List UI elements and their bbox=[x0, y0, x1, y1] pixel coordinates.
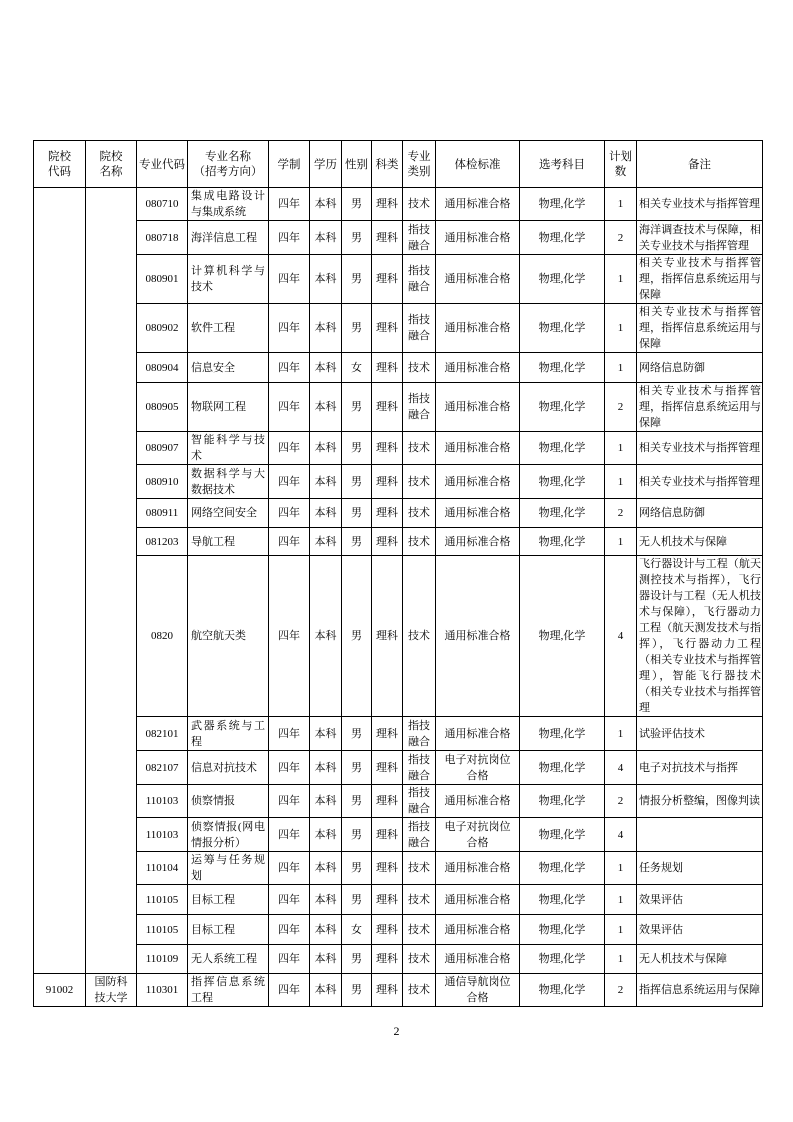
remarks-cell: 电子对抗技术与指挥 bbox=[637, 751, 763, 785]
physical-standard-cell: 通用标准合格 bbox=[436, 556, 520, 717]
remarks-cell: 海洋调查技术与保障，相关专业技术与指挥管理 bbox=[637, 221, 763, 255]
major-code-cell: 0820 bbox=[137, 556, 188, 717]
duration-cell: 四年 bbox=[269, 751, 310, 785]
duration-cell: 四年 bbox=[269, 818, 310, 852]
plan-count-cell: 1 bbox=[605, 945, 637, 974]
physical-standard-cell: 通用标准合格 bbox=[436, 353, 520, 383]
elective-subjects-cell: 物理,化学 bbox=[520, 499, 605, 528]
header-elective-subjects: 选考科目 bbox=[520, 141, 605, 188]
elective-subjects-cell: 物理,化学 bbox=[520, 785, 605, 818]
table-body bbox=[34, 188, 763, 1007]
gender-cell: 男 bbox=[342, 383, 372, 432]
duration-cell: 四年 bbox=[269, 255, 310, 304]
physical-standard-cell: 通用标准合格 bbox=[436, 188, 520, 221]
elective-subjects-cell: 物理,化学 bbox=[520, 556, 605, 717]
physical-standard-cell: 通用标准合格 bbox=[436, 432, 520, 465]
header-physical-standard: 体检标准 bbox=[436, 141, 520, 188]
gender-cell: 男 bbox=[342, 852, 372, 885]
subject-type-cell: 理科 bbox=[372, 499, 403, 528]
degree-cell: 本科 bbox=[310, 465, 342, 499]
admissions-plan-table bbox=[33, 140, 763, 1007]
table-row bbox=[34, 974, 763, 1007]
remarks-cell: 飞行器设计与工程（航天测控技术与指挥），飞行器设计与工程（无人机技术与保障），飞行器动力工程（航天测发技术与指挥），飞行器动力工程（相关专业技术与指挥管理），智能飞行器技术（相关专业技术与指挥管理 bbox=[637, 556, 763, 717]
remarks-cell: 相关专业技术与指挥管理，指挥信息系统运用与保障 bbox=[637, 304, 763, 353]
major-code-cell: 082107 bbox=[137, 751, 188, 785]
duration-cell: 四年 bbox=[269, 885, 310, 915]
duration-cell: 四年 bbox=[269, 915, 310, 945]
remarks-cell: 试验评估技术 bbox=[637, 717, 763, 751]
major-name-cell: 导航工程 bbox=[188, 528, 269, 556]
major-name-cell: 计算机科学与技术 bbox=[188, 255, 269, 304]
plan-count-cell: 1 bbox=[605, 353, 637, 383]
physical-standard-cell: 通用标准合格 bbox=[436, 255, 520, 304]
subject-type-cell: 理科 bbox=[372, 915, 403, 945]
elective-subjects-cell: 物理,化学 bbox=[520, 304, 605, 353]
elective-subjects-cell: 物理,化学 bbox=[520, 353, 605, 383]
plan-count-cell: 1 bbox=[605, 717, 637, 751]
degree-cell: 本科 bbox=[310, 885, 342, 915]
gender-cell: 男 bbox=[342, 717, 372, 751]
major-name-cell: 目标工程 bbox=[188, 915, 269, 945]
major-code-cell: 081203 bbox=[137, 528, 188, 556]
major-name-cell: 侦察情报(网电情报分析） bbox=[188, 818, 269, 852]
major-code-cell: 080907 bbox=[137, 432, 188, 465]
school-code-cell: 91002 bbox=[34, 974, 86, 1007]
major-name-cell: 网络空间安全 bbox=[188, 499, 269, 528]
table-row bbox=[34, 528, 763, 556]
major-code-cell: 080910 bbox=[137, 465, 188, 499]
subject-type-cell: 理科 bbox=[372, 221, 403, 255]
physical-standard-cell: 通用标准合格 bbox=[436, 915, 520, 945]
remarks-cell: 指挥信息系统运用与保障 bbox=[637, 974, 763, 1007]
remarks-cell: 相关专业技术与指挥管理 bbox=[637, 465, 763, 499]
major-category-cell: 指技融合 bbox=[403, 383, 436, 432]
subject-type-cell: 理科 bbox=[372, 255, 403, 304]
elective-subjects-cell: 物理,化学 bbox=[520, 255, 605, 304]
duration-cell: 四年 bbox=[269, 499, 310, 528]
subject-type-cell: 理科 bbox=[372, 528, 403, 556]
duration-cell: 四年 bbox=[269, 383, 310, 432]
table-row bbox=[34, 717, 763, 751]
gender-cell: 男 bbox=[342, 432, 372, 465]
physical-standard-cell: 通信导航岗位合格 bbox=[436, 974, 520, 1007]
school-name-cell bbox=[86, 188, 137, 974]
degree-cell: 本科 bbox=[310, 221, 342, 255]
major-name-cell: 目标工程 bbox=[188, 885, 269, 915]
duration-cell: 四年 bbox=[269, 852, 310, 885]
major-code-cell: 110103 bbox=[137, 785, 188, 818]
major-category-cell: 技术 bbox=[403, 915, 436, 945]
physical-standard-cell: 通用标准合格 bbox=[436, 945, 520, 974]
gender-cell: 男 bbox=[342, 556, 372, 717]
duration-cell: 四年 bbox=[269, 528, 310, 556]
major-name-cell: 数据科学与大数据技术 bbox=[188, 465, 269, 499]
plan-count-cell: 2 bbox=[605, 499, 637, 528]
table-row bbox=[34, 304, 763, 353]
major-category-cell: 指技融合 bbox=[403, 751, 436, 785]
degree-cell: 本科 bbox=[310, 945, 342, 974]
elective-subjects-cell: 物理,化学 bbox=[520, 852, 605, 885]
degree-cell: 本科 bbox=[310, 432, 342, 465]
major-category-cell: 指技融合 bbox=[403, 818, 436, 852]
plan-count-cell: 1 bbox=[605, 528, 637, 556]
gender-cell: 男 bbox=[342, 974, 372, 1007]
major-category-cell: 技术 bbox=[403, 974, 436, 1007]
elective-subjects-cell: 物理,化学 bbox=[520, 221, 605, 255]
remarks-cell: 相关专业技术与指挥管理，指挥信息系统运用与保障 bbox=[637, 255, 763, 304]
degree-cell: 本科 bbox=[310, 353, 342, 383]
physical-standard-cell: 通用标准合格 bbox=[436, 785, 520, 818]
header-major-name-label: 专业名称 bbox=[205, 149, 251, 163]
header-gender: 性别 bbox=[342, 141, 372, 188]
gender-cell: 男 bbox=[342, 221, 372, 255]
table-row bbox=[34, 785, 763, 818]
major-code-cell: 080901 bbox=[137, 255, 188, 304]
physical-standard-cell: 通用标准合格 bbox=[436, 852, 520, 885]
major-code-cell: 110301 bbox=[137, 974, 188, 1007]
degree-cell: 本科 bbox=[310, 188, 342, 221]
school-name-cell: 国防科技大学 bbox=[86, 974, 137, 1007]
physical-standard-cell: 通用标准合格 bbox=[436, 528, 520, 556]
major-name-cell: 信息安全 bbox=[188, 353, 269, 383]
major-category-cell: 技术 bbox=[403, 465, 436, 499]
physical-standard-cell: 通用标准合格 bbox=[436, 465, 520, 499]
major-name-cell: 智能科学与技术 bbox=[188, 432, 269, 465]
gender-cell: 男 bbox=[342, 304, 372, 353]
subject-type-cell: 理科 bbox=[372, 852, 403, 885]
table-row bbox=[34, 255, 763, 304]
major-name-cell: 运筹与任务规划 bbox=[188, 852, 269, 885]
subject-type-cell: 理科 bbox=[372, 751, 403, 785]
remarks-cell: 效果评估 bbox=[637, 885, 763, 915]
header-duration: 学制 bbox=[269, 141, 310, 188]
table-row bbox=[34, 945, 763, 974]
duration-cell: 四年 bbox=[269, 432, 310, 465]
major-category-cell: 技术 bbox=[403, 432, 436, 465]
elective-subjects-cell: 物理,化学 bbox=[520, 915, 605, 945]
table-row bbox=[34, 852, 763, 885]
gender-cell: 男 bbox=[342, 255, 372, 304]
table-row bbox=[34, 188, 763, 221]
plan-count-cell: 1 bbox=[605, 188, 637, 221]
remarks-cell: 相关专业技术与指挥管理 bbox=[637, 188, 763, 221]
subject-type-cell: 理科 bbox=[372, 465, 403, 499]
major-code-cell: 110105 bbox=[137, 915, 188, 945]
remarks-cell bbox=[637, 818, 763, 852]
physical-standard-cell: 通用标准合格 bbox=[436, 221, 520, 255]
plan-count-cell: 1 bbox=[605, 915, 637, 945]
major-category-cell: 技术 bbox=[403, 556, 436, 717]
major-category-cell: 指技融合 bbox=[403, 785, 436, 818]
elective-subjects-cell: 物理,化学 bbox=[520, 974, 605, 1007]
remarks-cell: 无人机技术与保障 bbox=[637, 945, 763, 974]
duration-cell: 四年 bbox=[269, 465, 310, 499]
major-category-cell: 技术 bbox=[403, 945, 436, 974]
header-school-name: 院校名称 bbox=[86, 141, 137, 188]
header-major-name bbox=[188, 141, 269, 188]
table-row bbox=[34, 353, 763, 383]
plan-count-cell: 1 bbox=[605, 255, 637, 304]
degree-cell: 本科 bbox=[310, 852, 342, 885]
degree-cell: 本科 bbox=[310, 785, 342, 818]
degree-cell: 本科 bbox=[310, 528, 342, 556]
physical-standard-cell: 通用标准合格 bbox=[436, 499, 520, 528]
major-name-cell: 软件工程 bbox=[188, 304, 269, 353]
remarks-cell: 网络信息防御 bbox=[637, 353, 763, 383]
duration-cell: 四年 bbox=[269, 785, 310, 818]
subject-type-cell: 理科 bbox=[372, 383, 403, 432]
table-row bbox=[34, 915, 763, 945]
elective-subjects-cell: 物理,化学 bbox=[520, 717, 605, 751]
subject-type-cell: 理科 bbox=[372, 885, 403, 915]
remarks-cell: 相关专业技术与指挥管理，指挥信息系统运用与保障 bbox=[637, 383, 763, 432]
gender-cell: 男 bbox=[342, 818, 372, 852]
plan-count-cell: 1 bbox=[605, 852, 637, 885]
major-code-cell: 080710 bbox=[137, 188, 188, 221]
gender-cell: 男 bbox=[342, 785, 372, 818]
major-category-cell: 技术 bbox=[403, 499, 436, 528]
subject-type-cell: 理科 bbox=[372, 945, 403, 974]
major-category-cell: 技术 bbox=[403, 353, 436, 383]
elective-subjects-cell: 物理,化学 bbox=[520, 818, 605, 852]
degree-cell: 本科 bbox=[310, 556, 342, 717]
gender-cell: 男 bbox=[342, 751, 372, 785]
remarks-cell: 任务规划 bbox=[637, 852, 763, 885]
degree-cell: 本科 bbox=[310, 915, 342, 945]
plan-count-cell: 4 bbox=[605, 818, 637, 852]
plan-count-cell: 1 bbox=[605, 304, 637, 353]
plan-count-cell: 2 bbox=[605, 974, 637, 1007]
major-code-cell: 110109 bbox=[137, 945, 188, 974]
gender-cell: 男 bbox=[342, 528, 372, 556]
duration-cell: 四年 bbox=[269, 945, 310, 974]
plan-count-cell: 1 bbox=[605, 465, 637, 499]
major-code-cell: 110104 bbox=[137, 852, 188, 885]
elective-subjects-cell: 物理,化学 bbox=[520, 465, 605, 499]
duration-cell: 四年 bbox=[269, 188, 310, 221]
duration-cell: 四年 bbox=[269, 717, 310, 751]
elective-subjects-cell: 物理,化学 bbox=[520, 751, 605, 785]
elective-subjects-cell: 物理,化学 bbox=[520, 528, 605, 556]
major-code-cell: 080905 bbox=[137, 383, 188, 432]
major-category-cell: 技术 bbox=[403, 528, 436, 556]
table-row bbox=[34, 221, 763, 255]
gender-cell: 男 bbox=[342, 945, 372, 974]
duration-cell: 四年 bbox=[269, 304, 310, 353]
elective-subjects-cell: 物理,化学 bbox=[520, 945, 605, 974]
remarks-cell: 效果评估 bbox=[637, 915, 763, 945]
major-name-cell: 物联网工程 bbox=[188, 383, 269, 432]
subject-type-cell: 理科 bbox=[372, 188, 403, 221]
gender-cell: 男 bbox=[342, 499, 372, 528]
header-row bbox=[34, 141, 763, 188]
major-code-cell: 080904 bbox=[137, 353, 188, 383]
gender-cell: 女 bbox=[342, 915, 372, 945]
degree-cell: 本科 bbox=[310, 304, 342, 353]
subject-type-cell: 理科 bbox=[372, 353, 403, 383]
major-category-cell: 技术 bbox=[403, 885, 436, 915]
plan-count-cell: 1 bbox=[605, 432, 637, 465]
degree-cell: 本科 bbox=[310, 499, 342, 528]
remarks-cell: 情报分析整编，图像判读 bbox=[637, 785, 763, 818]
major-name-cell: 集成电路设计与集成系统 bbox=[188, 188, 269, 221]
subject-type-cell: 理科 bbox=[372, 717, 403, 751]
plan-count-cell: 4 bbox=[605, 751, 637, 785]
physical-standard-cell: 通用标准合格 bbox=[436, 304, 520, 353]
plan-count-cell: 2 bbox=[605, 221, 637, 255]
gender-cell: 男 bbox=[342, 465, 372, 499]
major-code-cell: 110105 bbox=[137, 885, 188, 915]
table-row bbox=[34, 556, 763, 717]
elective-subjects-cell: 物理,化学 bbox=[520, 885, 605, 915]
degree-cell: 本科 bbox=[310, 383, 342, 432]
physical-standard-cell: 电子对抗岗位合格 bbox=[436, 818, 520, 852]
header-degree: 学历 bbox=[310, 141, 342, 188]
physical-standard-cell: 通用标准合格 bbox=[436, 717, 520, 751]
subject-type-cell: 理科 bbox=[372, 432, 403, 465]
major-name-cell: 武器系统与工程 bbox=[188, 717, 269, 751]
major-code-cell: 082101 bbox=[137, 717, 188, 751]
header-school-code: 院校代码 bbox=[34, 141, 86, 188]
gender-cell: 女 bbox=[342, 353, 372, 383]
header-subject-type: 科类 bbox=[372, 141, 403, 188]
subject-type-cell: 理科 bbox=[372, 785, 403, 818]
elective-subjects-cell: 物理,化学 bbox=[520, 432, 605, 465]
header-major-category: 专业类别 bbox=[403, 141, 436, 188]
major-name-cell: 指挥信息系统工程 bbox=[188, 974, 269, 1007]
table-row bbox=[34, 885, 763, 915]
major-code-cell: 110103 bbox=[137, 818, 188, 852]
duration-cell: 四年 bbox=[269, 974, 310, 1007]
major-code-cell: 080718 bbox=[137, 221, 188, 255]
subject-type-cell: 理科 bbox=[372, 818, 403, 852]
table-row bbox=[34, 818, 763, 852]
remarks-cell: 相关专业技术与指挥管理 bbox=[637, 432, 763, 465]
elective-subjects-cell: 物理,化学 bbox=[520, 383, 605, 432]
duration-cell: 四年 bbox=[269, 353, 310, 383]
major-code-cell: 080911 bbox=[137, 499, 188, 528]
header-plan-count: 计划数 bbox=[605, 141, 637, 188]
elective-subjects-cell: 物理,化学 bbox=[520, 188, 605, 221]
major-name-cell: 侦察情报 bbox=[188, 785, 269, 818]
degree-cell: 本科 bbox=[310, 751, 342, 785]
remarks-cell: 无人机技术与保障 bbox=[637, 528, 763, 556]
degree-cell: 本科 bbox=[310, 974, 342, 1007]
major-name-cell: 海洋信息工程 bbox=[188, 221, 269, 255]
subject-type-cell: 理科 bbox=[372, 556, 403, 717]
plan-count-cell: 2 bbox=[605, 785, 637, 818]
table-row bbox=[34, 465, 763, 499]
school-code-cell bbox=[34, 188, 86, 974]
duration-cell: 四年 bbox=[269, 556, 310, 717]
header-major-code: 专业代码 bbox=[137, 141, 188, 188]
table-row bbox=[34, 432, 763, 465]
major-category-cell: 指技融合 bbox=[403, 255, 436, 304]
physical-standard-cell: 电子对抗岗位合格 bbox=[436, 751, 520, 785]
degree-cell: 本科 bbox=[310, 717, 342, 751]
physical-standard-cell: 通用标准合格 bbox=[436, 383, 520, 432]
major-category-cell: 指技融合 bbox=[403, 717, 436, 751]
subject-type-cell: 理科 bbox=[372, 974, 403, 1007]
gender-cell: 男 bbox=[342, 885, 372, 915]
table-row bbox=[34, 383, 763, 432]
remarks-cell: 网络信息防御 bbox=[637, 499, 763, 528]
major-name-cell: 无人系统工程 bbox=[188, 945, 269, 974]
subject-type-cell: 理科 bbox=[372, 304, 403, 353]
major-category-cell: 技术 bbox=[403, 852, 436, 885]
physical-standard-cell: 通用标准合格 bbox=[436, 885, 520, 915]
table-row bbox=[34, 499, 763, 528]
plan-count-cell: 2 bbox=[605, 383, 637, 432]
major-category-cell: 指技融合 bbox=[403, 304, 436, 353]
plan-count-cell: 1 bbox=[605, 885, 637, 915]
major-category-cell: 指技融合 bbox=[403, 221, 436, 255]
duration-cell: 四年 bbox=[269, 221, 310, 255]
major-code-cell: 080902 bbox=[137, 304, 188, 353]
table-row bbox=[34, 751, 763, 785]
header-major-direction-label: （招考方向） bbox=[193, 164, 263, 178]
plan-count-cell: 4 bbox=[605, 556, 637, 717]
page-number: 2 bbox=[393, 1024, 400, 1038]
degree-cell: 本科 bbox=[310, 255, 342, 304]
major-name-cell: 信息对抗技术 bbox=[188, 751, 269, 785]
gender-cell: 男 bbox=[342, 188, 372, 221]
major-category-cell: 技术 bbox=[403, 188, 436, 221]
major-name-cell: 航空航天类 bbox=[188, 556, 269, 717]
header-remarks: 备注 bbox=[637, 141, 763, 188]
degree-cell: 本科 bbox=[310, 818, 342, 852]
